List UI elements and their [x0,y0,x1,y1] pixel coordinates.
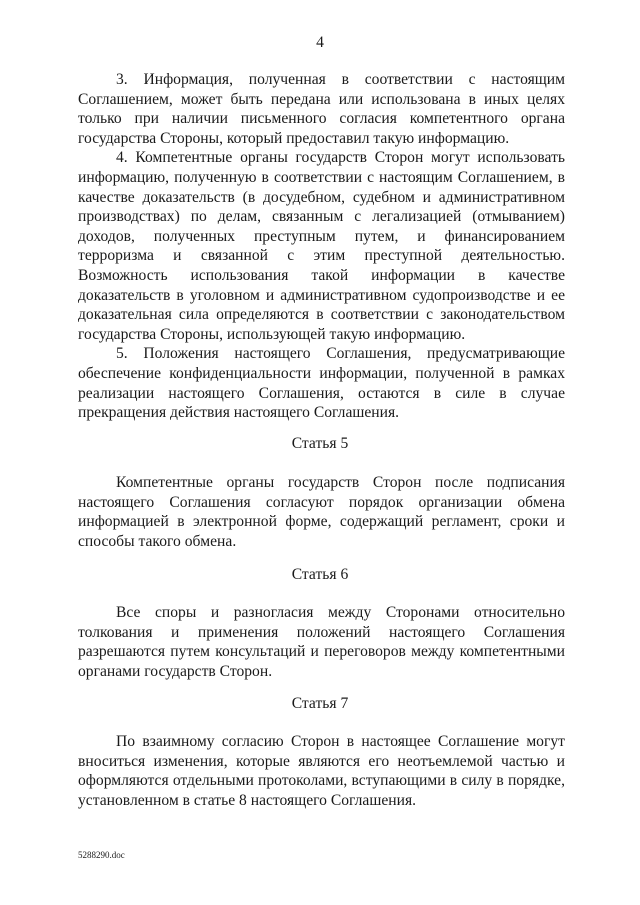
clause-4: 4. Компетентные органы государств Сторон могут использовать информацию, полученную в соответствии с настоящим Соглашением, в качестве доказательств (в досудебном, судебном и административном производствах) по делам, связанным с легализацией (отмыванием) доходов, полученных преступным путем, и финансированием терроризма и связанной с этим преступной деятельностью. Возможность использования такой информации в качестве доказательств в уголовном и административном судопроизводстве и ее доказательная сила определяются в соответствии с законодательством государства Стороны, использующей такую информацию. [78,149,565,343]
article-7-text: По взаимному согласию Сторон в настоящее Соглашение могут вноситься изменения, которые являются его неотъемлемой частью и оформляются отдельными протоколами, вступающими в силу в порядке, установленном в статье 8 настоящего Соглашения. [78,733,565,809]
article-5-text: Компетентные органы государств Сторон после подписания настоящего Соглашения согласуют порядок организации обмена информацией в электронной форме, содержащий регламент, сроки и способы такого обмена. [78,474,565,550]
file-name-footer: 5288290.doc [78,850,125,860]
clause-5: 5. Положения настоящего Соглашения, предусматривающие обеспечение конфиденциальности информации, полученной в рамках реализации настоящего Соглашения, остаются в силе в случае прекращения действия настоящего Соглашения. [78,345,565,422]
article-6-body [78,603,565,681]
clauses-block [78,70,565,423]
article-5-body [78,473,565,551]
article-6-heading: Статья 6 [291,566,349,583]
article-7-body [78,732,565,810]
article-6-text: Все споры и разногласия между Сторонами относительно толкования и применения положений настоящего Соглашения разрешаются путем консультаций и переговоров между компетентными органами государств Сторон. [78,604,565,680]
article-5-heading: Статья 5 [291,435,349,452]
article-7-heading: Статья 7 [291,695,349,712]
clause-3: 3. Информация, полученная в соответствии с настоящим Соглашением, может быть передана или использована в иных целях только при наличии письменного согласия компетентного органа государства Стороны, который предоставил такую информацию. [78,71,565,147]
page-number: 4 [316,34,324,51]
